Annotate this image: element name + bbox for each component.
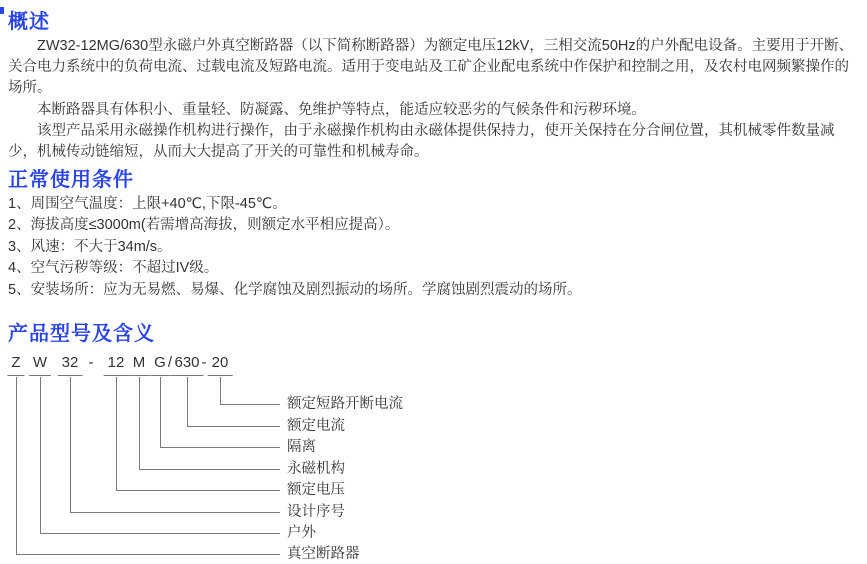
diagram-connector-vline: [139, 377, 140, 470]
diagram-connector-vline: [70, 377, 71, 513]
diagram-connector-vline: [116, 377, 117, 491]
diagram-connector-hline: [116, 490, 280, 491]
condition-item: 5、安装场所：应为无易燃、易爆、化学腐蚀及剧烈振动的场所。学腐蚀剧烈震动的场所。: [8, 281, 582, 298]
model-code-segment: 20: [208, 354, 233, 376]
section-heading-overview: 概述: [8, 11, 50, 33]
diagram-label: 真空断路器: [287, 546, 360, 562]
diagram-label: 额定短路开断电流: [287, 396, 403, 412]
diagram-connector-vline: [16, 377, 17, 555]
diagram-connector-vline: [160, 377, 161, 448]
diagram-label: 隔离: [287, 439, 316, 455]
diagram-connector-hline: [40, 533, 280, 534]
condition-item: 2、海拔高度≤3000m(若需增高海拔，则额定水平相应提高）。: [8, 217, 400, 234]
model-code-segment: -: [201, 354, 207, 371]
diagram-label: 设计序号: [287, 504, 345, 520]
model-code-segment: -: [88, 354, 94, 371]
diagram-connector-hline: [139, 469, 280, 470]
model-code-segment: M: [129, 354, 150, 376]
diagram-label: 户外: [287, 525, 316, 541]
condition-item: 3、风速：不大于34m/s。: [8, 238, 172, 255]
diagram-connector-vline: [220, 377, 221, 405]
diagram-connector-vline: [40, 377, 41, 534]
diagram-label: 永磁机构: [287, 461, 345, 477]
model-code-segment: 32: [58, 354, 83, 376]
diagram-label: 额定电压: [287, 482, 345, 498]
model-code-segment: G: [150, 354, 170, 376]
overview-paragraph: 该型产品采用永磁操作机构进行操作，由于永磁操作机构由永磁体提供保持力，使开关保持在分合闸位置，其机械零件数量减少，机械传动链缩短，从而大大提高了开关的可靠性和机械寿命。: [8, 122, 835, 161]
diagram-connector-hline: [70, 512, 280, 513]
diagram-connector-hline: [16, 554, 280, 555]
model-code-segment: W: [29, 354, 51, 376]
model-code-segment: /: [167, 354, 173, 371]
condition-item: 1、周围空气温度：上限+40℃,下限-45℃。: [8, 196, 287, 212]
model-code-segment: 12: [104, 354, 129, 376]
diagram-connector-vline: [187, 377, 188, 427]
model-code-segment: Z: [7, 354, 24, 376]
diagram-connector-hline: [160, 447, 280, 448]
diagram-connector-hline: [220, 404, 280, 405]
section-heading-model: 产品型号及含义: [8, 323, 155, 345]
condition-item: 4、空气污秽等级：不超过IV级。: [8, 260, 219, 277]
section-heading-conditions: 正常使用条件: [8, 169, 134, 191]
diagram-label: 额定电流: [287, 418, 345, 434]
overview-paragraph: ZW32-12MG/630型永磁户外真空断路器（以下简称断路器）为额定电压12kV，三相交流50Hz的户外配电设备。主要用于开断、关合电力系统中的负荷电流、过载电流及短路电流。适用于变电站及工矿企业配电系统中作保护和控制之用，及农村电网频繁操作的场所。: [8, 38, 854, 97]
model-code-segment: 630: [170, 354, 203, 376]
overview-paragraph: 本断路器具有体积小、重量轻、防凝露、免维护等特点，能适应较恶劣的气候条件和污秽环境。: [37, 101, 646, 118]
diagram-connector-hline: [187, 426, 280, 427]
